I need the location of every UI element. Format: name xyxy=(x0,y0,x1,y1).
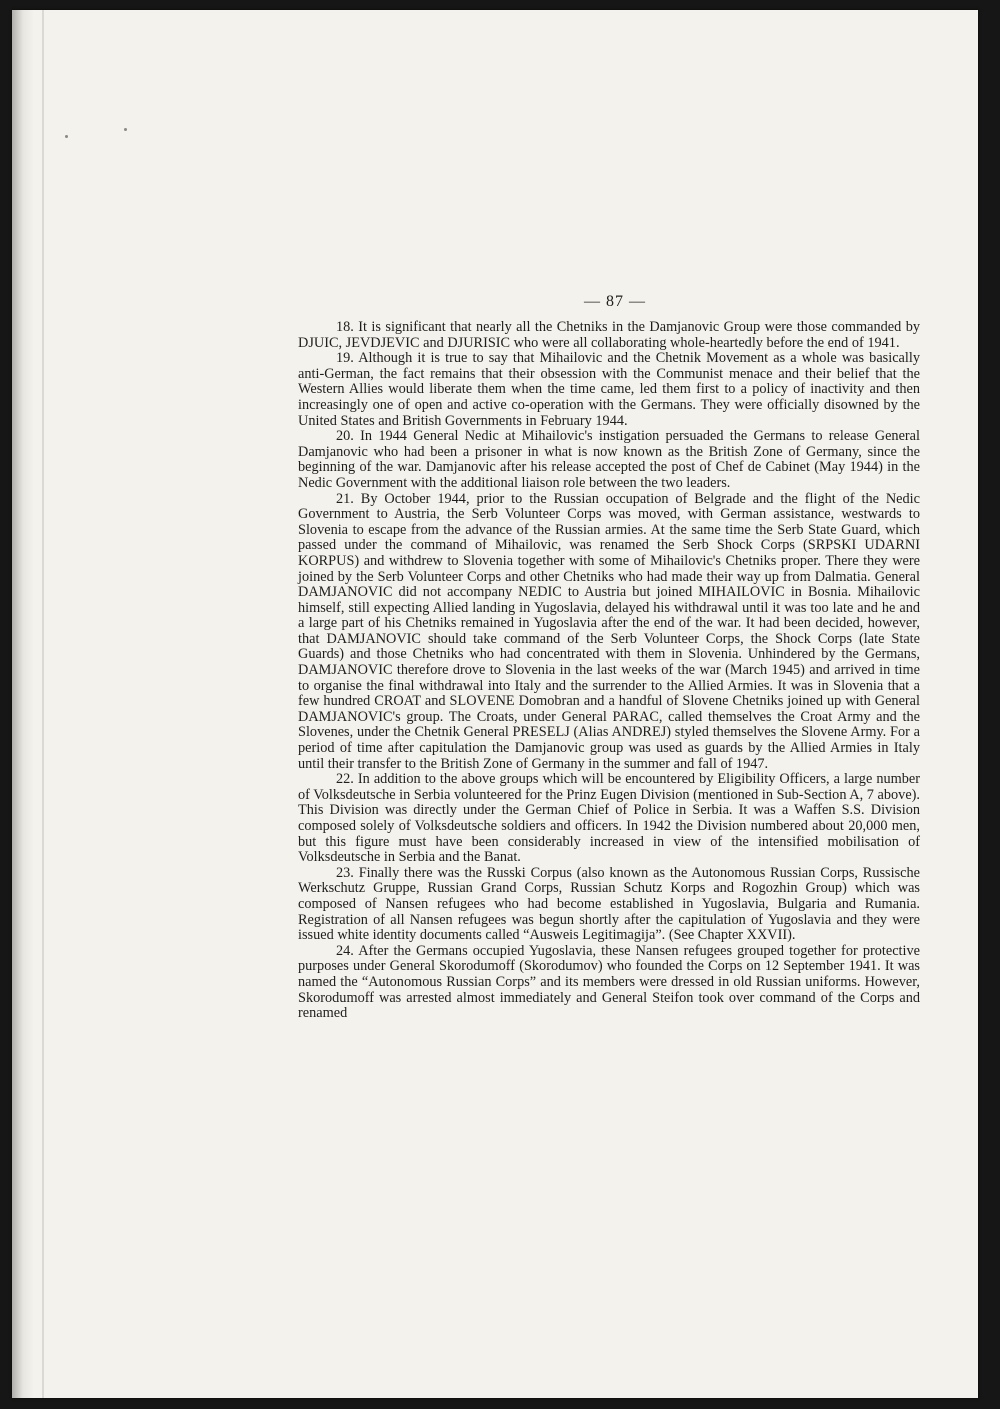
paragraph-24: 24. After the Germans occupied Yugoslavia, these Nansen refugees grouped together for protective purposes under General Skorodumoff (Skorodumov) who founded the Corps on 12 September 1941. It was named the “Autonomous Russian Corps” and its members were dressed in old Russian uniforms. However, Skorodumoff was arrested almost immediately and General Steifon took over command of the Corps and renamed xyxy=(298,942,920,1022)
paragraph-23: 23. Finally there was the Russki Corpus (also known as the Autonomous Russian Corps, Russische Werkschutz Gruppe, Russian Grand Corps, Russian Schutz Korps and Rogozhin Group) which was composed of Nansen refugees who had become established in Yugoslavia, Bulgaria and Rumania. Registration of all Nansen refugees was begun shortly after the capitulation of Yugoslavia and they were issued white identity documents called “Ausweis Legitimagija”. (See Chapter XXVII). xyxy=(298,864,920,944)
paragraph-20: 20. In 1944 General Nedic at Mihailovic's instigation persuaded the Germans to release General Damjanovic who had been a prisoner in what is now known as the British Zone of Germany, since the beginning of the war. Damjanovic after his release accepted the post of Chef de Cabinet (May 1944) in the Nedic Government with the additional liaison role between the two leaders. xyxy=(298,428,920,491)
page-fold-shadow xyxy=(42,10,44,1398)
paragraph-19: 19. Although it is true to say that Mihailovic and the Chetnik Movement as a whole was basically anti-German, the fact remains that their obsession with the Communist menace and their belief that the Western Allies would liberate them when the time came, led them first to a policy of inactivity and then increasingly one of open and active co-operation with the Germans. They were officially disowned by the United States and British Governments in February 1944. xyxy=(298,350,920,429)
paper-speck xyxy=(124,128,127,131)
paragraph-21: 21. By October 1944, prior to the Russian occupation of Belgrade and the flight of the Nedic Government to Austria, the Serb Volunteer Corps was moved, with German assistance, westwards to Slovenia to escape from the advance of the Russian armies. At the same time the Serb State Guard, which passed under the command of Mihailovic, was renamed the Serb Shock Corps (SRPSKI UDARNI KORPUS) and withdrew to Slovenia together with some of Mihailovic's Chetniks proper. There they were joined by the Serb Volunteer Corps and other Chetniks who had made their way up from Dalmatia. General DAMJANOVIC did not accompany NEDIC to Austria but joined MIHAILOVIC in Bosnia. Mihailovic himself, still expecting Allied landing in Yugoslavia, delayed his withdrawal until it was too late and he and a large part of his Chetniks remained in Yugoslavia after the end of the war. It had been decided, however, that DAMJANOVIC should take command of the Serb Volunteer Corps, the Shock Corps (late State Guards) and those Chetniks who had concentrated with them in Slovenia. Unhindered by the Germans, DAMJANOVIC therefore drove to Slovenia in the last weeks of the war (March 1945) and arrived in time to organise the final withdrawal into Italy and the surrender to the Allied Armies. It was in Slovenia that a few hundred CROAT and SLOVENE Domobran and a handful of Slovene Chetniks joined up with General DAMJANOVIC's group. The Croats, under General PARAC, called themselves the Croat Army and the Slovenes, under the Chetnik General PRESELJ (Alias ANDREJ) styled themselves the Slovene Army. For a period of time after capitulation the Damjanovic group was used as guards by the Allied Armies in Italy until their transfer to the British Zone of Germany in the summer and fall of 1947. xyxy=(298,490,920,772)
document-page xyxy=(12,10,978,1398)
paper-speck xyxy=(65,135,68,138)
page-number: — 87 — xyxy=(584,293,646,310)
paragraph-18: 18. It is significant that nearly all the Chetniks in the Damjanovic Group were those commanded by DJUIC, JEVDJEVIC and DJURISIC who were all collaborating whole-heartedly before the end of 1941. xyxy=(298,319,920,351)
paragraph-22: 22. In addition to the above groups which will be encountered by Eligibility Officers, a large number of Volksdeutsche in Serbia volunteered for the Prinz Eugen Division (mentioned in Sub-Section A, 7 above). This Division was directly under the German Chief of Police in Serbia. It was a Waffen S.S. Division composed solely of Volksdeutsche soldiers and officers. In 1942 the Division numbered about 20,000 men, but this figure must have been considerably increased in view of the intensified mobilisation of Volksdeutsche in Serbia and the Banat. xyxy=(298,771,920,866)
body-text xyxy=(298,320,920,1022)
